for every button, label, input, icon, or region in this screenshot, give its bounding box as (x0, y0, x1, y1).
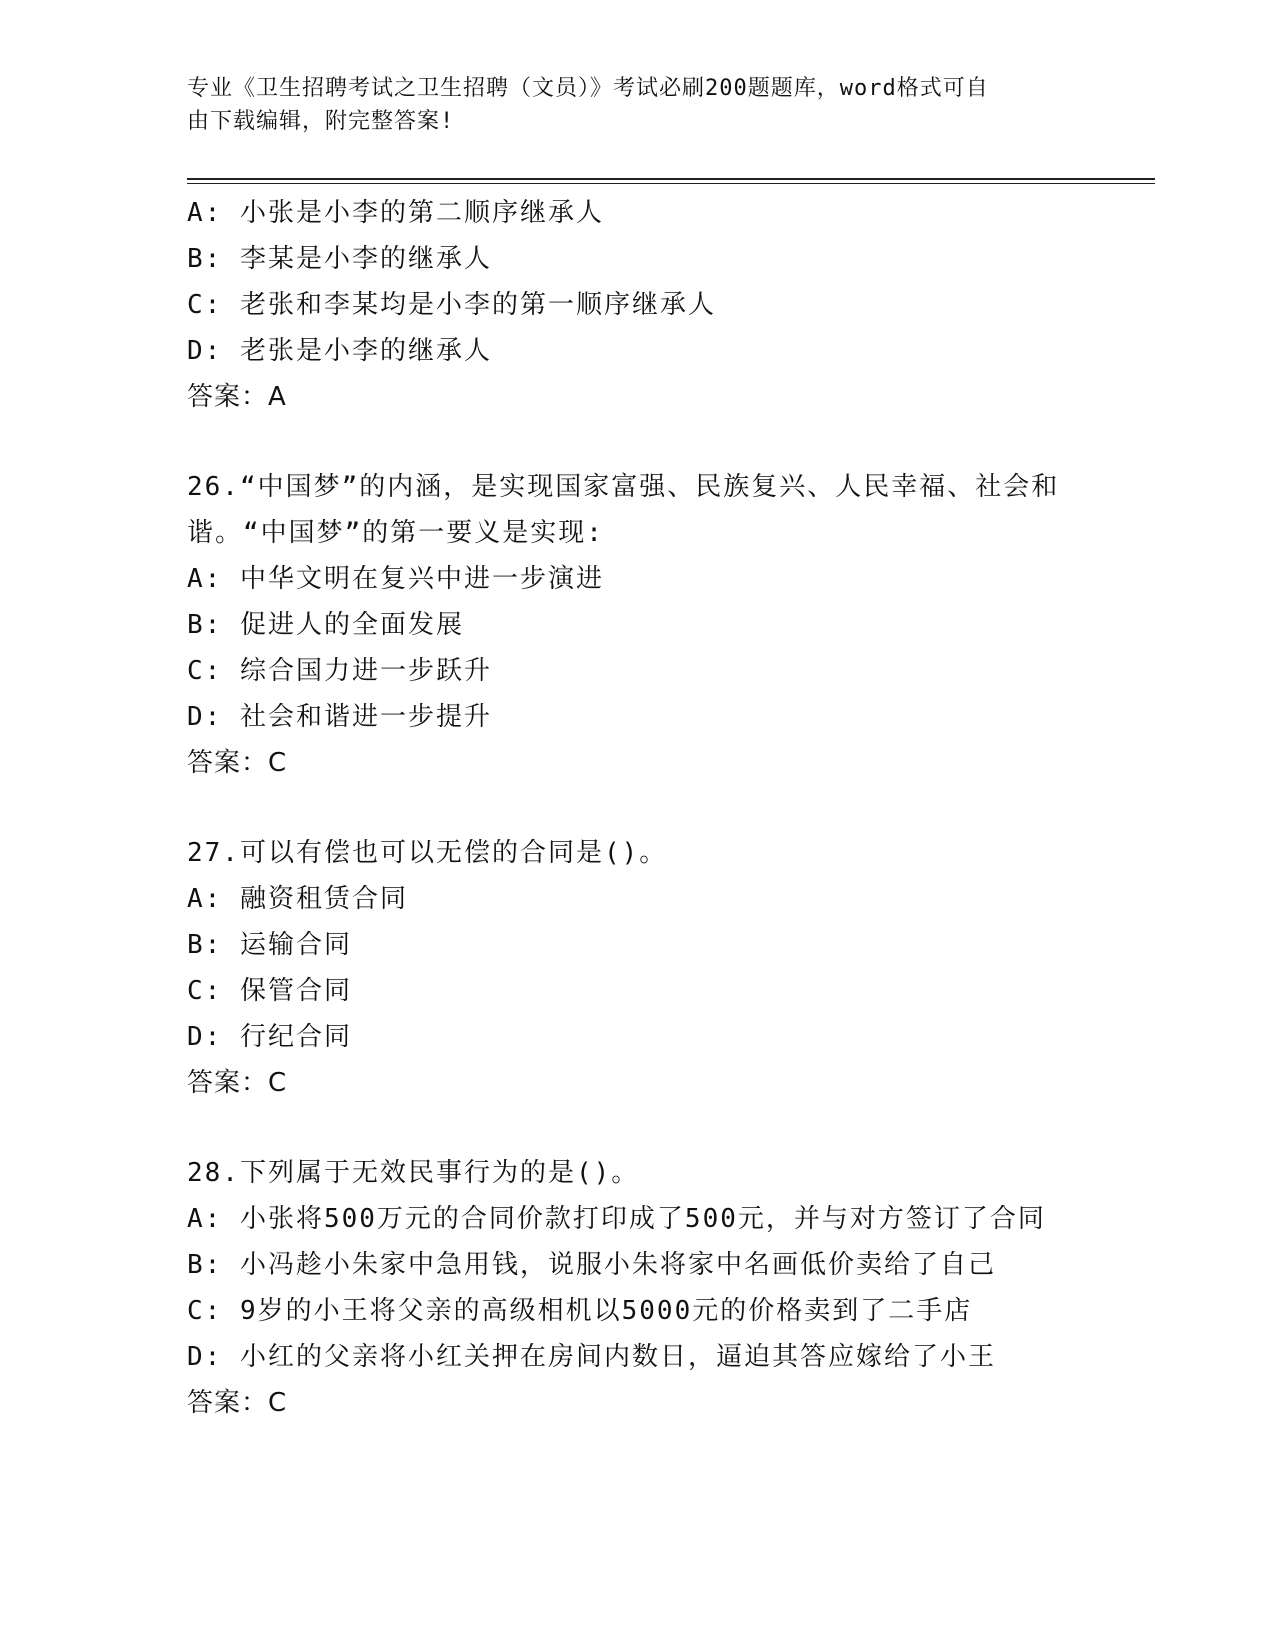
spacer (187, 786, 1147, 830)
option-d: D: 老张是小李的继承人 (187, 336, 492, 366)
spacer (187, 420, 1147, 464)
option-a: A: 小张是小李的第二顺序继承人 (187, 198, 604, 228)
answer: 答案：A (187, 382, 287, 412)
header-line-1: 专业《卫生招聘考试之卫生招聘（文员）》考试必刷200题题库，word格式可自 (187, 76, 989, 101)
answer: 答案：C (187, 748, 288, 778)
question-stem: 26.“中国梦”的内涵，是实现国家富强、民族复兴、人民幸福、社会和谐。“中国梦”的第一要义是实现: (187, 472, 1060, 548)
header-line-2: 由下载编辑，附完整答案! (187, 109, 455, 134)
option-b: B: 李某是小李的继承人 (187, 244, 492, 274)
option-a: A: 融资租赁合同 (187, 884, 408, 914)
question-26 (187, 464, 1147, 786)
option-d: D: 行纪合同 (187, 1022, 352, 1052)
question-25 (187, 190, 1147, 420)
question-stem: 27.可以有偿也可以无偿的合同是()。 (187, 838, 668, 868)
option-d: D: 小红的父亲将小红关押在房间内数日，逼迫其答应嫁给了小王 (187, 1342, 996, 1372)
option-c: C: 保管合同 (187, 976, 352, 1006)
question-28 (187, 1150, 1147, 1426)
document-header (187, 72, 1087, 138)
option-c: C: 老张和李某均是小李的第一顺序继承人 (187, 290, 716, 320)
header-divider-thin (187, 183, 1155, 184)
header-divider-thick (187, 178, 1155, 180)
question-27 (187, 830, 1147, 1106)
option-b: B: 小冯趁小朱家中急用钱，说服小朱将家中名画低价卖给了自己 (187, 1250, 996, 1280)
option-b: B: 运输合同 (187, 930, 352, 960)
question-list (187, 190, 1147, 1426)
option-b: B: 促进人的全面发展 (187, 610, 464, 640)
answer: 答案：C (187, 1068, 288, 1098)
question-stem: 28.下列属于无效民事行为的是()。 (187, 1158, 640, 1188)
option-c: C: 综合国力进一步跃升 (187, 656, 492, 686)
option-a: A: 中华文明在复兴中进一步演进 (187, 564, 604, 594)
option-d: D: 社会和谐进一步提升 (187, 702, 492, 732)
option-a: A: 小张将500万元的合同价款打印成了500元，并与对方签订了合同 (187, 1204, 1046, 1234)
option-c: C: 9岁的小王将父亲的高级相机以5000元的价格卖到了二手店 (187, 1296, 973, 1326)
answer: 答案：C (187, 1388, 288, 1418)
spacer (187, 1106, 1147, 1150)
